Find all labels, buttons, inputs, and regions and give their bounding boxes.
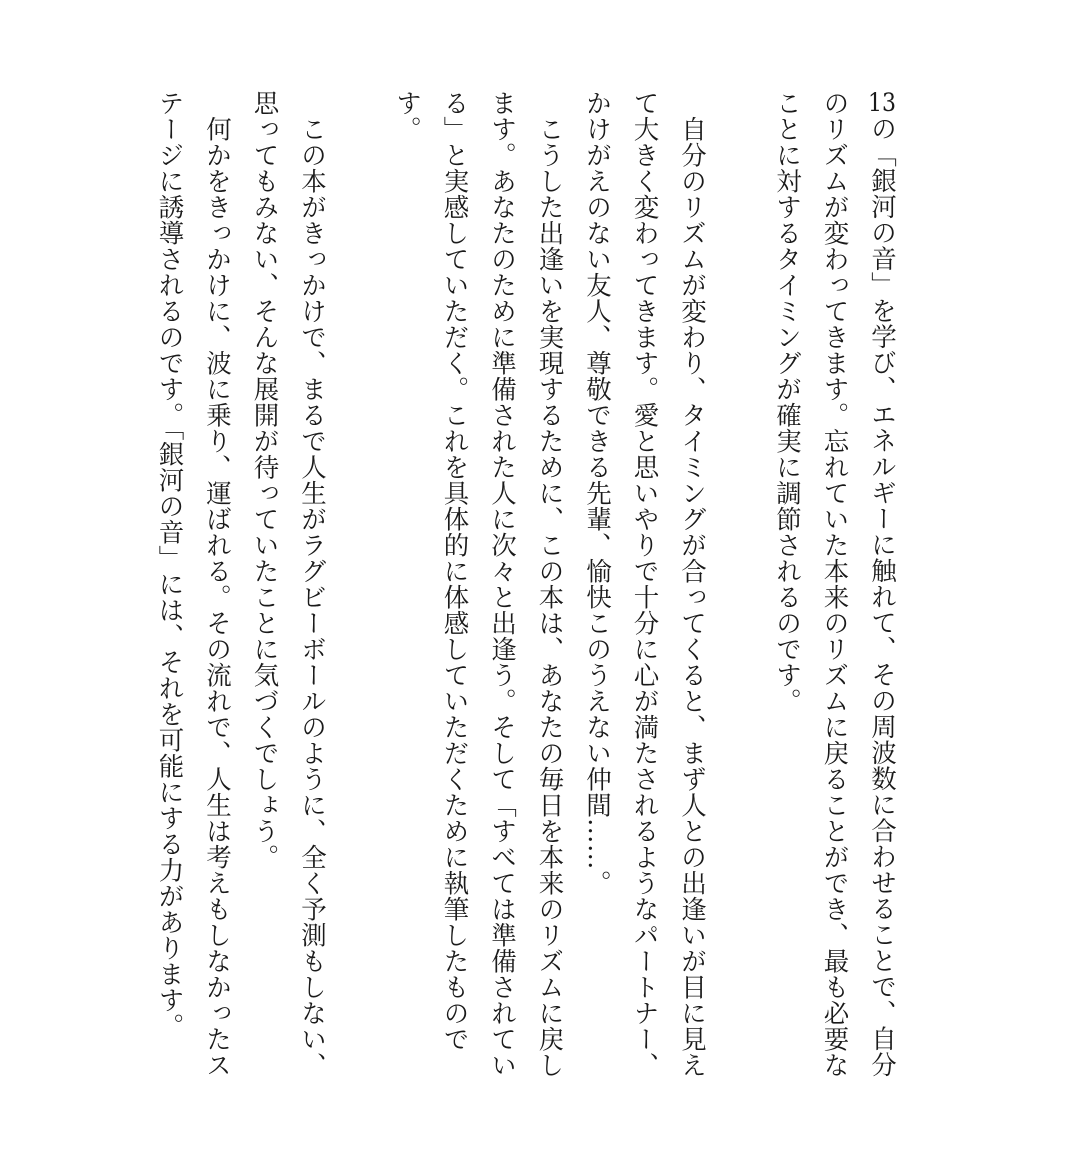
number-thirteen: 13: [867, 90, 897, 116]
paragraph-5: 何かをきっかけに、波に乗り、運ばれる。その流れで、人生は考えもしなかったステージに誘導されるのです。「銀河の音」には、それを可能にする力があります。: [154, 90, 232, 1078]
paragraph-1-text: の「銀河の音」を学び、エネルギーに触れて、その周波数に合わせることで、自分のリズムが変わってきます。忘れていた本来のリズムに戻ることができ、最も必要なことに対するタイミングが確実に調節されるのです。: [772, 90, 897, 1078]
paragraph-3: こうした出逢いを実現するために、この本は、あなたの毎日を本来のリズムに戻します。あなたのために準備された人に次々と出逢う。そして「すべては準備されている」と実感していただく。これを具体的に体感していただくために執筆したものです。: [392, 90, 565, 1078]
paragraph-1: [763, 90, 906, 1100]
vertical-text-block: [145, 90, 905, 1100]
paragraph-4: この本がきっかけで、まるで人生がラグビーボールのように、全く予測もしない、思ってもみない、そんな展開が待っていたことに気づくでしょう。: [249, 90, 327, 1078]
paragraph-2: 自分のリズムが変わり、タイミングが合ってくると、まず人との出逢いが目に見えて大きく変わってきます。愛と思いやりで十分に心が満たされるようなパートナー、かけがえのない友人、尊敬できる先輩、愉快このうえない仲間……。: [582, 90, 707, 1078]
